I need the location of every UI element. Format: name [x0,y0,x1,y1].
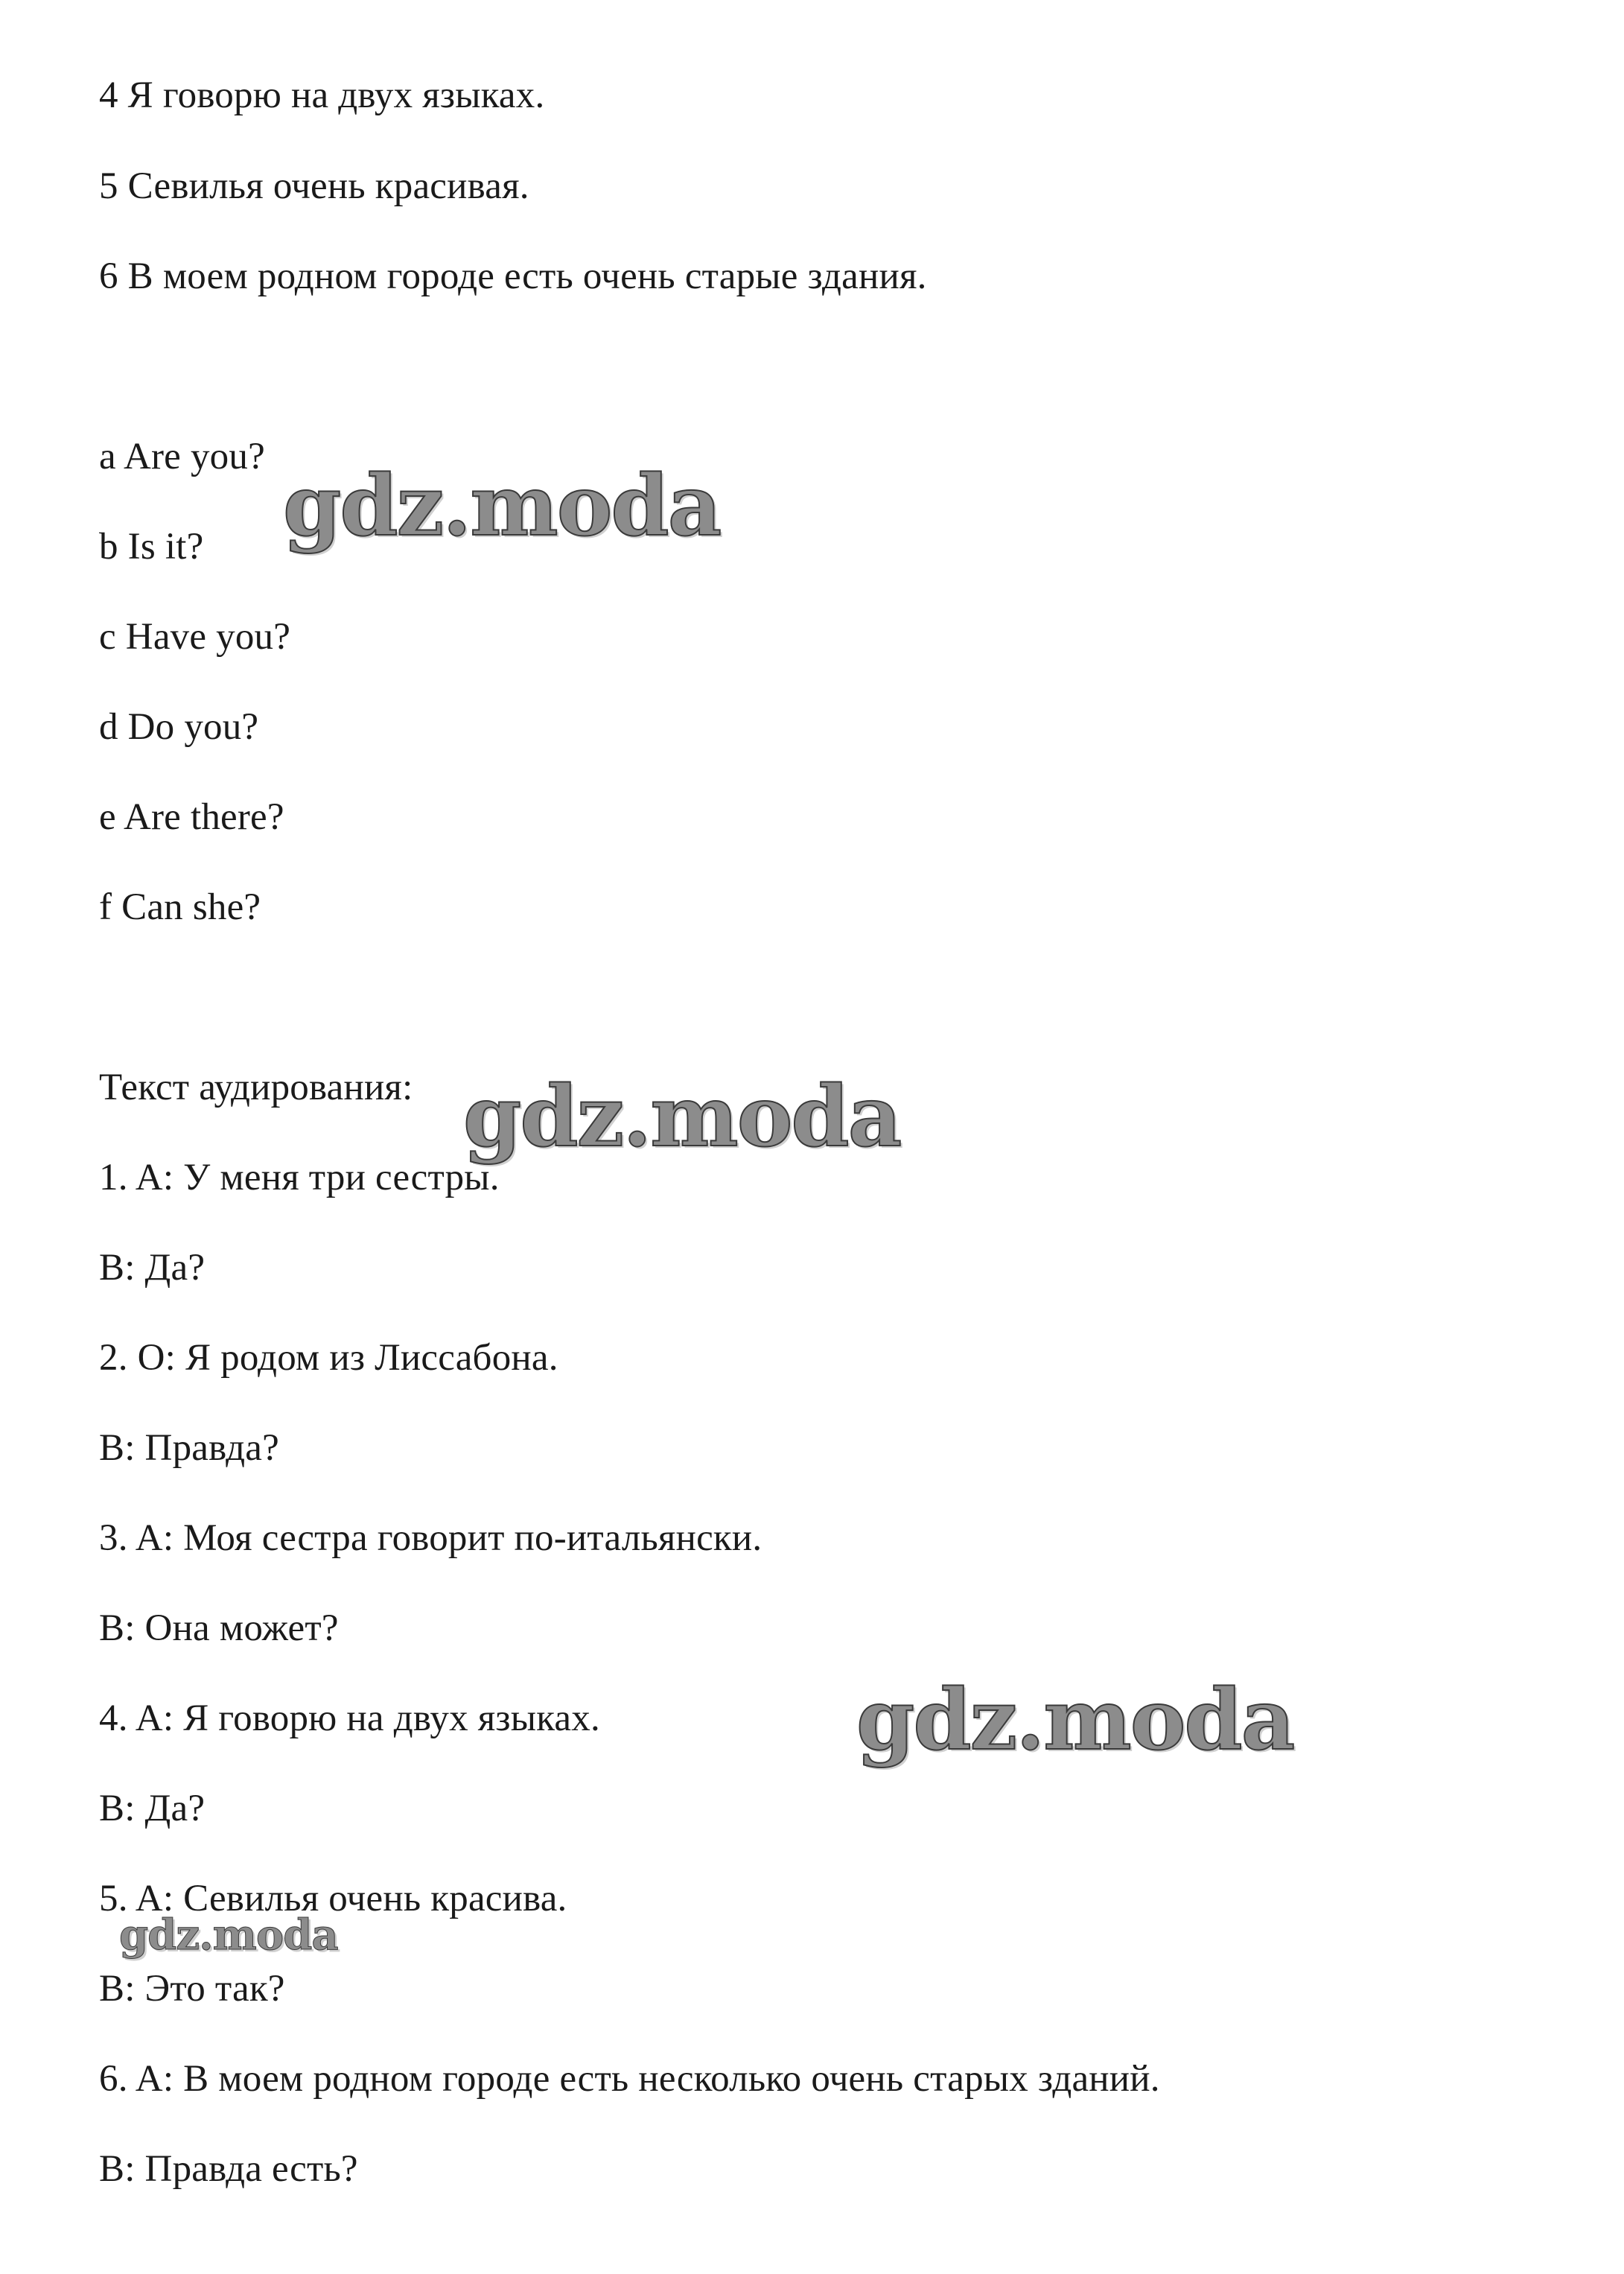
watermark: gdz.moda [119,1911,338,1960]
transcript-heading: Текст аудирования: [99,1067,413,1108]
transcript-line: 5. A: Севилья очень красива. [99,1878,567,1919]
transcript-line: 3. A: Моя сестра говорит по-итальянски. [99,1517,762,1559]
transcript-line: B: Правда? [99,1427,279,1469]
transcript-line: 6. A: В моем родном городе есть несколько очень старых зданий. [99,2058,1160,2100]
transcript-line: 4. A: Я говорю на двух языках. [99,1697,600,1739]
transcript-line: B: Да? [99,1788,206,1829]
transcript-line: 2. O: Я родом из Лиссабона. [99,1337,558,1379]
sentence-5: 5 Севилья очень красивая. [99,165,529,207]
transcript-line: 1. A: У меня три сестры. [99,1157,500,1198]
transcript-line: B: Она может? [99,1607,339,1649]
option-b: b Is it? [99,526,204,568]
sentence-4: 4 Я говорю на двух языках. [99,74,545,116]
option-c: c Have you? [99,616,291,658]
sentence-6: 6 В моем родном городе есть очень старые здания. [99,255,927,297]
transcript-line: B: Это так? [99,1968,285,2010]
option-d: d Do you? [99,706,259,748]
option-e: e Are there? [99,796,284,838]
transcript-line: B: Да? [99,1247,206,1289]
watermark: gdz.moda [463,1068,901,1166]
watermark: gdz.moda [283,457,721,555]
option-a: a Are you? [99,436,265,477]
transcript-line: B: Правда есть? [99,2148,358,2190]
watermark: gdz.moda [856,1671,1294,1769]
option-f: f Can she? [99,886,261,928]
